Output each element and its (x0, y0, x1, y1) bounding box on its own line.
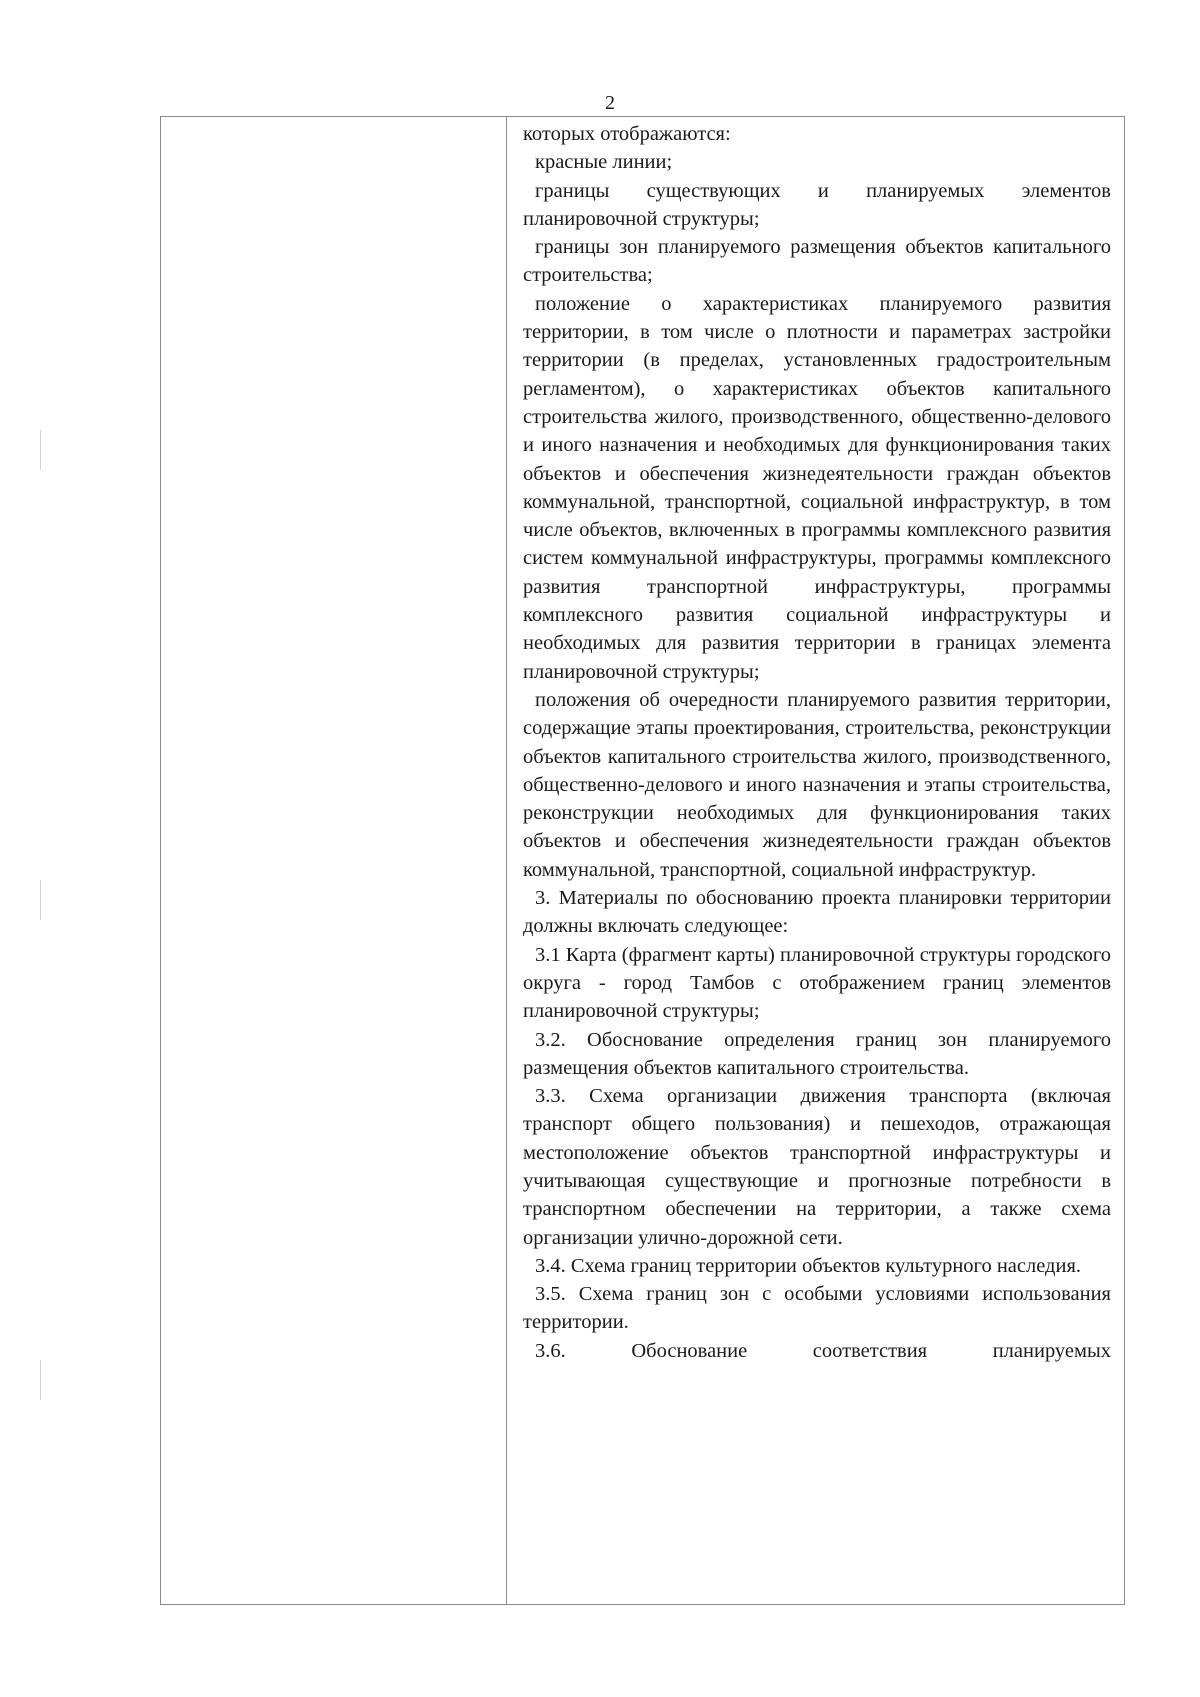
paragraph: 3.3. Схема организации движения транспорта (включая транспорт общего пользования) и пешеходов, отражающая местоположение объектов транспортной инфраструктуры и учитывающая существующие и прогнозные потребности в транспортном обеспечении на территории, а также схема организации улично-дорожной сети. (523, 1085, 1111, 1249)
column-divider (506, 117, 507, 1604)
scan-edge-mark (40, 430, 41, 470)
paragraph: положения об очередности планируемого развития территории, содержащие этапы проектирования, строительства, реконструкции объектов капитального строительства жилого, производственного, общественно-делового и иного назначения и этапы строительства, реконструкции необходимых для функционирования таких объектов и обеспечения жизнедеятельности граждан объектов коммунальной, транспортной, социальной инфраструктур. (523, 688, 1111, 881)
paragraph: границы зон планируемого размещения объектов капитального строительства; (523, 236, 1111, 287)
scan-edge-mark (40, 880, 41, 920)
paragraph: 3.2. Обоснование определения границ зон планируемого размещения объектов капитального строительства. (523, 1028, 1111, 1079)
paragraph: 3.6. Обоснование соответствия планируемых (535, 1339, 1111, 1362)
paragraph: 3.5. Схема границ зон с особыми условиями использования территории. (523, 1283, 1111, 1334)
document-table (160, 116, 1125, 1605)
paragraph: которых отображаются: (523, 123, 731, 145)
scan-edge-mark (40, 1360, 41, 1400)
paragraph: 3.4. Схема границ территории объектов культурного наследия. (535, 1254, 1082, 1277)
paragraph: 3.1 Карта (фрагмент карты) планировочной структуры городского округа - город Тамбов с отображением границ элементов планировочной структуры; (523, 943, 1111, 1023)
paragraph: 3. Материалы по обоснованию проекта планировки территории должны включать следующее: (523, 887, 1111, 938)
paragraph: границы существующих и планируемых элементов планировочной структуры; (523, 179, 1111, 230)
table-right-cell (523, 120, 1111, 1365)
paragraph: положение о характеристиках планируемого развития территории, в том числе о плотности и параметрах застройки территории (в пределах, установленных градостроительным регламентом), о характеристиках объектов капитального строительства жилого, производственного, общественно-делового и иного назначения и необходимых для функционирования таких объектов и обеспечения жизнедеятельности граждан объектов коммунальной, транспортной, социальной инфраструктур, в том числе объектов, включенных в программы комплексного развития систем коммунальной инфраструктуры, программы комплексного развития транспортной инфраструктуры, программы комплексного развития социальной инфраструктуры и необходимых для развития территории в границах элемента планировочной структуры; (523, 292, 1111, 683)
paragraph: красные линии; (535, 151, 673, 174)
page-number: 2 (605, 92, 615, 114)
